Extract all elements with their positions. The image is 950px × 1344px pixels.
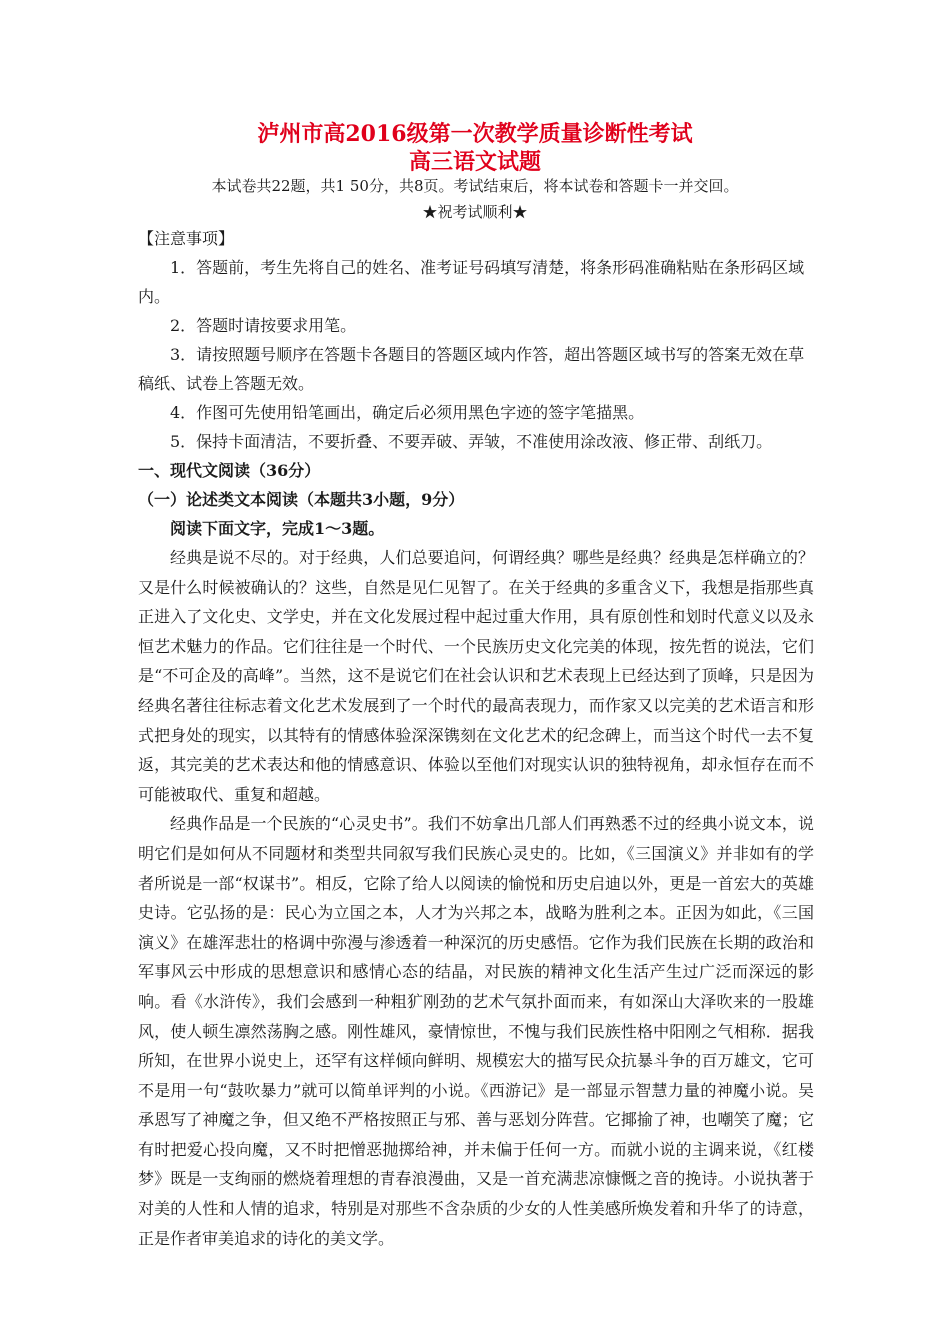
section-heading: 一、现代文阅读（36分） (138, 461, 321, 480)
notice-item: 1．答题前，考生先将自己的姓名、准考证号码填写清楚，将条形码准确粘贴在条形码区域内。 (138, 258, 805, 306)
passage-paragraph: 经典作品是一个民族的“心灵史书”。我们不妨拿出几部人们再熟悉不过的经典小说文本，说明它们是如何从不同题材和类型共同叙写我们民族心灵史的。比如，《三国演义》并非如有的学者所说是一部“权谋书”。相反，它除了给人以阅读的愉悦和历史启迪以外，更是一首宏大的英雄史诗。它弘扬的是：民心为立国之本，人才为兴邦之本，战略为胜利之本。正因为如此，《三国演义》在雄浑悲壮的格调中弥漫与渗透着一种深沉的历史感悟。它作为我们民族在长期的政治和军事风云中形成的思想意识和感情心态的结晶，对民族的精神文化生活产生过广泛而深远的影响。看《水浒传》，我们会感到一种粗犷刚劲的艺术气氛扑面而来，有如深山大泽吹来的一股雄风，使人顿生凛然荡胸之感。刚性雄风，豪情惊世，不愧与我们民族性格中阳刚之气相称．据我所知，在世界小说史上，还罕有这样倾向鲜明、规模宏大的描写民众抗暴斗争的百万雄文，它可不是用一句“鼓吹暴力”就可以简单评判的小说。《西游记》是一部显示智慧力量的神魔小说。吴承恩写了神魔之争，但又绝不严格按照正与邪、善与恶划分阵营。它揶揄了神，也嘲笑了魔；它有时把爱心投向魔，又不时把憎恶抛掷给神，并未偏于任何一方。而就小说的主调来说，《红楼梦》既是一支绚丽的燃烧着理想的青春浪漫曲，又是一首充满悲凉慷慨之音的挽诗。小说执著于对美的人性和人情的追求，特别是对那些不含杂质的少女的人性美感所焕发着和升华了的诗意，正是作者审美追求的诗化的美文学。 (138, 814, 814, 1248)
passage-paragraph: 经典是说不尽的。对于经典，人们总要追问，何谓经典？哪些是经典？经典是怎样确立的？又是什么时候被确认的？这些，自然是见仁见智了。在关于经典的多重含义下，我想是指那些真正进入了文化史、文学史，并在文化发展过程中起过重大作用，具有原创性和划时代意义以及永恒艺术魅力的作品。它们往往是一个时代、一个民族历史文化完美的体现，按先哲的说法，它们是“不可企及的高峰”。当然，这不是说它们在社会认识和艺术表现上已经达到了顶峰，只是因为经典名著往往标志着文化艺术发展到了一个时代的最高表现力，而作家又以完美的艺术语言和形式把身处的现实，以其特有的情感体验深深镌刻在文化艺术的纪念碑上，而当这个时代一去不复返，其完美的艺术表达和他的情感意识、体验以至他们对现实认识的独特视角，却永恒存在而不可能被取代、重复和超越。 (138, 548, 814, 804)
notice-item: 3．请按照题号顺序在答题卡各题目的答题区域内作答，超出答题区域书写的答案无效在草稿纸、试卷上答题无效。 (138, 345, 805, 393)
notice-item: 5．保持卡面清洁，不要折叠、不要弄破、弄皱，不准使用涂改液、修正带、刮纸刀。 (170, 432, 773, 451)
section-subheading: （一）论述类文本阅读（本题共3小题，9分） (138, 490, 465, 509)
exam-title: 泸州市高2016级第一次教学质量诊断性考试 (257, 121, 693, 147)
notice-item: 2．答题时请按要求用笔。 (170, 316, 357, 335)
notice-item: 4．作图可先使用铅笔画出，确定后必须用黑色字迹的签字笔描黑。 (170, 403, 645, 422)
exam-content (138, 224, 814, 1253)
exam-subject-title: 高三语文试题 (408, 149, 541, 175)
notice-heading: 【注意事项】 (138, 229, 235, 248)
exam-blessing: ★祝考试顺利★ (422, 203, 528, 221)
exam-description: 本试卷共22题，共1 50分，共8页。考试结束后，将本试卷和答题卡一并交回。 (211, 177, 739, 195)
section-instruction: 阅读下面文字，完成1～3题。 (170, 519, 385, 538)
